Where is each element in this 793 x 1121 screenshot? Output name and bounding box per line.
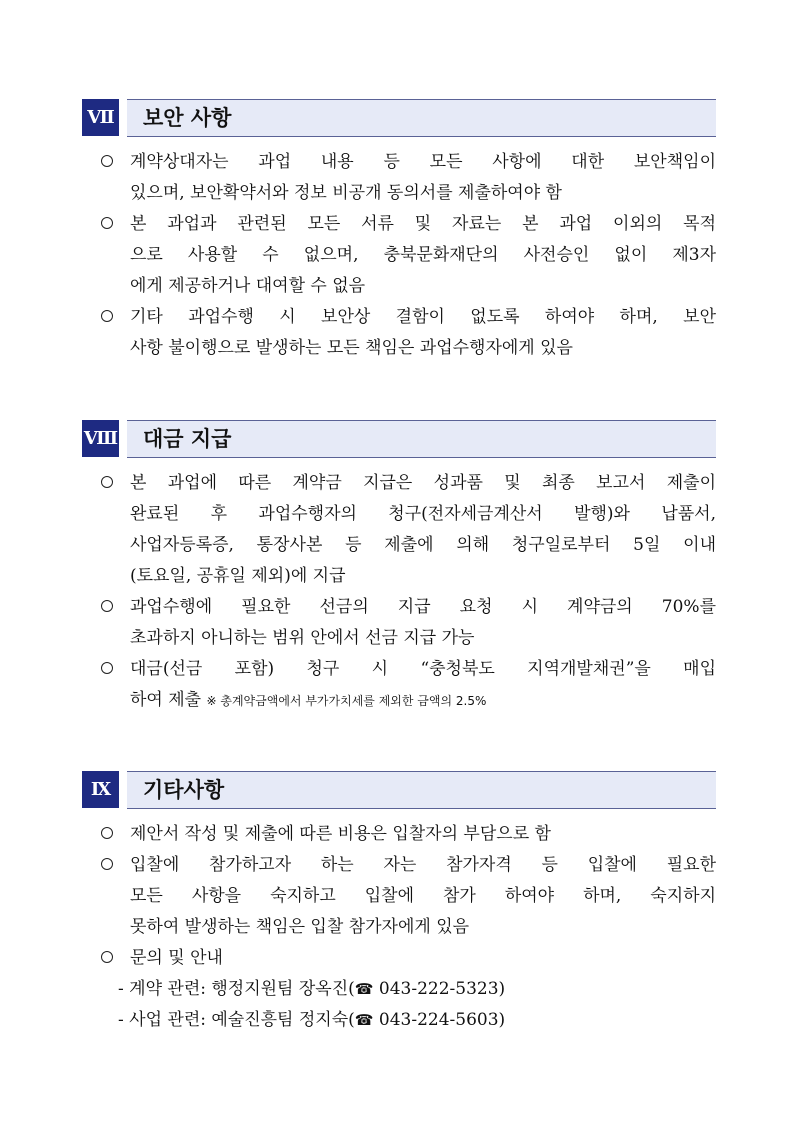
section-title: 대금 지급	[143, 427, 232, 451]
circle-bullet-icon	[101, 217, 113, 229]
contact-line	[82, 1005, 716, 1036]
list-item	[82, 592, 716, 654]
section-numeral: Ⅷ	[82, 420, 119, 457]
section-header	[82, 99, 716, 136]
item-text: 사항 불이행으로 발생하는 모든 책임은 과업수행자에게 있음	[130, 338, 573, 358]
contact-label: - 계약 관련: 행정지원팀 장옥진(	[118, 979, 355, 999]
item-text: 제안서 작성 및 제출에 따른 비용은 입찰자의 부담으로 함	[130, 824, 551, 844]
list-item	[82, 654, 716, 717]
section-title-bar	[127, 99, 716, 137]
item-text: 계약상대자는 과업 내용 등 모든 사항에 대한 보안책임이	[130, 152, 716, 172]
list-item	[82, 209, 716, 302]
item-text: 초과하지 아니하는 범위 안에서 선금 지급 가능	[130, 628, 475, 648]
list-item	[82, 819, 716, 850]
item-text: 완료된 후 과업수행자의 청구(전자세금계산서 발행)와 납품서,	[130, 504, 716, 524]
section-title: 기타사항	[143, 778, 225, 802]
item-text: 입찰에 참가하고자 하는 자는 참가자격 등 입찰에 필요한	[130, 855, 716, 875]
contact-suffix: )	[498, 1010, 506, 1030]
circle-bullet-icon	[101, 476, 113, 488]
list-item	[82, 850, 716, 943]
telephone-icon: ☎	[354, 980, 374, 998]
section-security	[82, 99, 716, 364]
telephone-icon: ☎	[354, 1011, 374, 1029]
contact-line	[82, 974, 716, 1005]
contact-phone: 043-224-5603	[378, 1010, 499, 1030]
item-text: 사업자등록증, 통장사본 등 제출에 의해 청구일로부터 5일 이내	[130, 535, 716, 555]
list-item	[82, 943, 716, 974]
section-header	[82, 771, 716, 808]
item-text: 있으며, 보안확약서와 정보 비공개 동의서를 제출하여야 함	[130, 183, 562, 203]
item-list	[82, 819, 716, 1036]
item-text: 과업수행에 필요한 선금의 지급 요청 시 계약금의 70%를	[130, 597, 716, 617]
item-text: 모든 사항을 숙지하고 입찰에 참가 하여야 하며, 숙지하지	[130, 886, 716, 906]
circle-bullet-icon	[101, 951, 113, 963]
section-numeral: Ⅶ	[82, 99, 119, 136]
circle-bullet-icon	[101, 827, 113, 839]
item-list	[82, 147, 716, 364]
section-title: 보안 사항	[143, 106, 232, 130]
item-text: 으로 사용할 수 없으며, 충북문화재단의 사전승인 없이 제3자	[130, 245, 716, 265]
item-text: 에게 제공하거나 대여할 수 없음	[130, 276, 366, 296]
item-text: 문의 및 안내	[130, 948, 223, 968]
item-text: (토요일, 공휴일 제외)에 지급	[130, 566, 346, 586]
list-item	[82, 147, 716, 209]
item-text-main: 하여 제출	[130, 690, 202, 710]
item-text: 대금(선금 포함) 청구 시 “충청북도 지역개발채권”을 매입	[130, 659, 716, 679]
section-title-bar	[127, 420, 716, 458]
circle-bullet-icon	[101, 600, 113, 612]
item-text: 기타 과업수행 시 보안상 결함이 없도록 하여야 하며, 보안	[130, 307, 716, 327]
item-text: 못하여 발생하는 책임은 입찰 참가자에게 있음	[130, 917, 470, 937]
list-item	[82, 468, 716, 592]
section-title-bar	[127, 771, 716, 809]
contact-label: - 사업 관련: 예술진흥팀 정지숙(	[118, 1010, 355, 1030]
section-header	[82, 420, 716, 457]
section-numeral: Ⅸ	[82, 771, 119, 808]
item-text: 본 과업과 관련된 모든 서류 및 자료는 본 과업 이외의 목적	[130, 214, 716, 234]
circle-bullet-icon	[101, 858, 113, 870]
item-text: 본 과업에 따른 계약금 지급은 성과품 및 최종 보고서 제출이	[130, 473, 716, 493]
item-list	[82, 468, 716, 717]
list-item	[82, 302, 716, 364]
section-misc	[82, 771, 716, 1036]
circle-bullet-icon	[101, 310, 113, 322]
circle-bullet-icon	[101, 662, 113, 674]
circle-bullet-icon	[101, 155, 113, 167]
contact-phone: 043-222-5323	[378, 979, 499, 999]
contact-suffix: )	[498, 979, 506, 999]
section-payment	[82, 420, 716, 717]
footnote: ※ 총계약금액에서 부가가치세를 제외한 금액의 2.5%	[206, 694, 487, 708]
item-text	[130, 685, 716, 717]
